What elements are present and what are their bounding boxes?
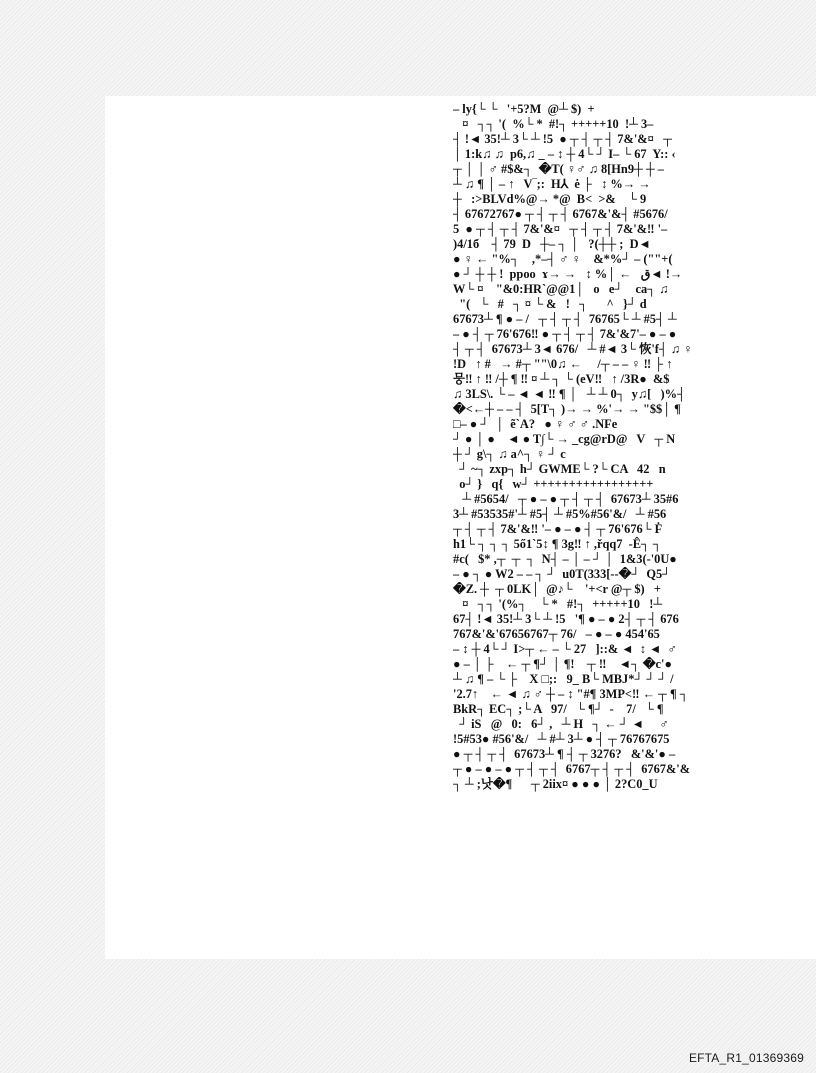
text-line: �<←┼ – – ┤ 5[T┐ )→ → %'→ → "$$│ ¶ — [453, 402, 681, 416]
text-line: ● – │ ├ ← ┬ ¶┘ │ ¶! ┬ ‼ ◄┐ �c'● — [453, 657, 672, 671]
text-line: ┘ ● │ ● ◄ ● T∫└ → _cg@rD@ V ┬ N — [453, 432, 676, 446]
text-line: ¤ ┐┐ '( %└ * #!┐ +++++10 !┴ 3– — [453, 117, 654, 131]
text-line: 767&'&'67656767┬ 76/ – ● – ● 454'65 — [453, 627, 660, 641]
text-line: 67┤ !◄ 35!┴ 3└ ┴ !5 '¶ ● – ● 2┤ ┬ ┤ 676 — [453, 612, 679, 626]
text-line: ¤ ┐┐ '(%┐ └ * #!┐ +++++10 !┴ — [453, 597, 663, 611]
text-line: ┘ iS @ 0: 6┘ , ┴ H ┐ ← ┘ ◄ ♂ — [453, 717, 669, 731]
text-line: '2.7↑ ← ◄ ♫ ♂ ┼ – ↕ "#¶ 3MP<‼ ← ┬ ¶ ┐ — [453, 687, 689, 701]
text-line: 5 ● ┬ ┤ ┬ ┤ 7&'&¤ ┬ ┤ ┬ ┤ 7&'&‼ '– — [453, 222, 668, 236]
document-page — [105, 96, 816, 959]
text-line: ● ┘ ┼ ┼ ! ppoo ɤ→ → ↕ %│ ← ق◄ !→ — [453, 267, 683, 281]
text-line: – ● ┐ ● W2 – – ┐ ┘ u0T(333[--�┘ Q5┘ — [453, 567, 671, 581]
text-line: □– ● ┘ │ ẽ`A? ● ♀ ♂ ♂ .NFe — [453, 417, 618, 431]
text-line: �Z. ┼ ┬ 0LK│ @♪└ '+<r @┬ $) + — [453, 582, 661, 596]
text-line: ┘ ~┐ zxp┐ h┘ GWME└ ?└ CA 42 n — [453, 462, 666, 476]
garbled-text-column — [453, 102, 816, 792]
text-line: ┤ 67672767● ┬ ┤ ┬ ┤ 6767&'&┤ #5676/ — [453, 207, 668, 221]
text-line: ┐ ┴ ;낫�¶ ┬ 2iix¤ ● ● ● │ 2?C0_U — [453, 777, 658, 791]
text-line: !5#53● #56'&/ ┴ #┴ 3┴ ● ┤ ┬ 76767675 — [453, 732, 670, 746]
text-line: ┬ │ │ ♂ #$&┐ �T( ♀♂ ♫ 8[Hn9┼ ┼ – — [453, 162, 664, 176]
text-line: 67673┴ ¶ ● – / ┬ ┤ ┬ ┤ 76765└ ┴ #5┤ ┴ — [453, 312, 677, 326]
document-id-footer: EFTA_R1_01369369 — [688, 1051, 804, 1065]
text-line: ● ┬ ┤ ┬ ┤ 67673┴ ¶ ┤ ┬ 3276? &'&'● – — [453, 747, 676, 761]
text-line: – ly{└ └ '+5?M @┴ $) + — [453, 102, 595, 116]
text-line: ┬ ● – ● – ● ┬ ┤ ┬ ┤ 6767┬ ┤ ┬ ┤ 6767&'& — [453, 762, 691, 776]
text-line: !D ↑ # → #┬ ""\0♫ ← /┬ – – ♀ ‼ ├ ↑ — [453, 357, 673, 371]
text-line: BkR┐ EC┐ ;└ A 97/ └ ¶┘ - 7/ └ ¶ — [453, 702, 664, 716]
text-line: )4/1б ┤ 79 D ┼– ┐ │ ?(┼┼ ; D◄ — [453, 237, 651, 251]
text-line: 뭉‼ ↑ ‼ /┼ ¶ ‼ ¤ ┴ ┐ └ (eV‼ ↑ /3R● &$ — [453, 372, 670, 386]
text-line: h1└ ┐ ┐ ┐ 5ő1`5↕ ¶ 3g‼ ↑ ,řqq7 -Ê┐ ┐ — [453, 537, 662, 551]
text-line: ┼ ┘ g\┐ ♫ a^┐ ♀ ┘ c — [453, 447, 566, 461]
text-line: "( └ # ┐ ¤ └ & ! ┐ ^ }┘ d — [453, 297, 647, 311]
text-line: ┴ ♫ ¶ │ – ↑ V‾;: H⅄ ė ├ ↕ %→ → — [453, 177, 651, 191]
text-line: │ 1:k♫ ♫ p6,♫ _ – ↕ ┼ 4└ ┘ I– └ 67 Y:: ‹ — [453, 147, 676, 161]
text-line: ┤ ┬ ┤ 67673┴ 3◄ 676/ ┴ #◄ 3└ 恢'f┤ ♫ ♀ — [453, 342, 693, 356]
text-line: ┬ ┤ ┬ ┤ 7&'&‼ '– ● – ● ┤ ┬ 76'676└ Ḟ — [453, 522, 663, 536]
text-line: – ↕ ┼ 4└ ┘ I>┬ ← – └ 27 ]::& ◄ ↕ ◄ ♂ — [453, 642, 677, 656]
text-line: ┼ :>BLVd%@→ *@ B< >& └ 9 — [453, 192, 647, 206]
text-line: ♫ 3LS\. └ – ◄ ◄ ‼ ¶ │ ┴ ┴ 0┐ y♫[ )%┤ — [453, 387, 686, 401]
text-line: ┴ #5654/ ┬ ● – ● ┬ ┤ ┬ ┤ 67673┴ 35#6 — [453, 492, 679, 506]
text-line: ┴ ♫ ¶ – └ ├ X □;: 9_ B└ MBJ*┘ ┘ ┘ / — [453, 672, 674, 686]
text-line: – ● ┤ ┬ 76'676‼ ● ┬ ┤ ┬ ┤ 7&'&7'– ● – ● — [453, 327, 677, 341]
text-line: 3┴ #53535#'┴ #5┤ ┴ #5%#56'&/ ┴ #56 — [453, 507, 667, 521]
text-line: ┤ !◄ 35!┴ 3└ ┴ !5 ● ┬ ┤ ┬ ┤ 7&'&¤ ┬ — [453, 132, 672, 146]
text-line: o┘ } q{ w┘ +++++++++++++++++ — [453, 477, 654, 491]
text-line: #c( $* ,┬ ┬ ┐ N┤ – │ – ┘ │ 1&3(-'0U● — [453, 552, 677, 566]
text-line: W└ ¤ "&0:HR`@@1│ o e┘ ca┐ ♫ — [453, 282, 669, 296]
text-line: ● ♀ ← "%┐ ,*–┤ ♂ ♀ &*%┘ – (""+( — [453, 252, 673, 266]
